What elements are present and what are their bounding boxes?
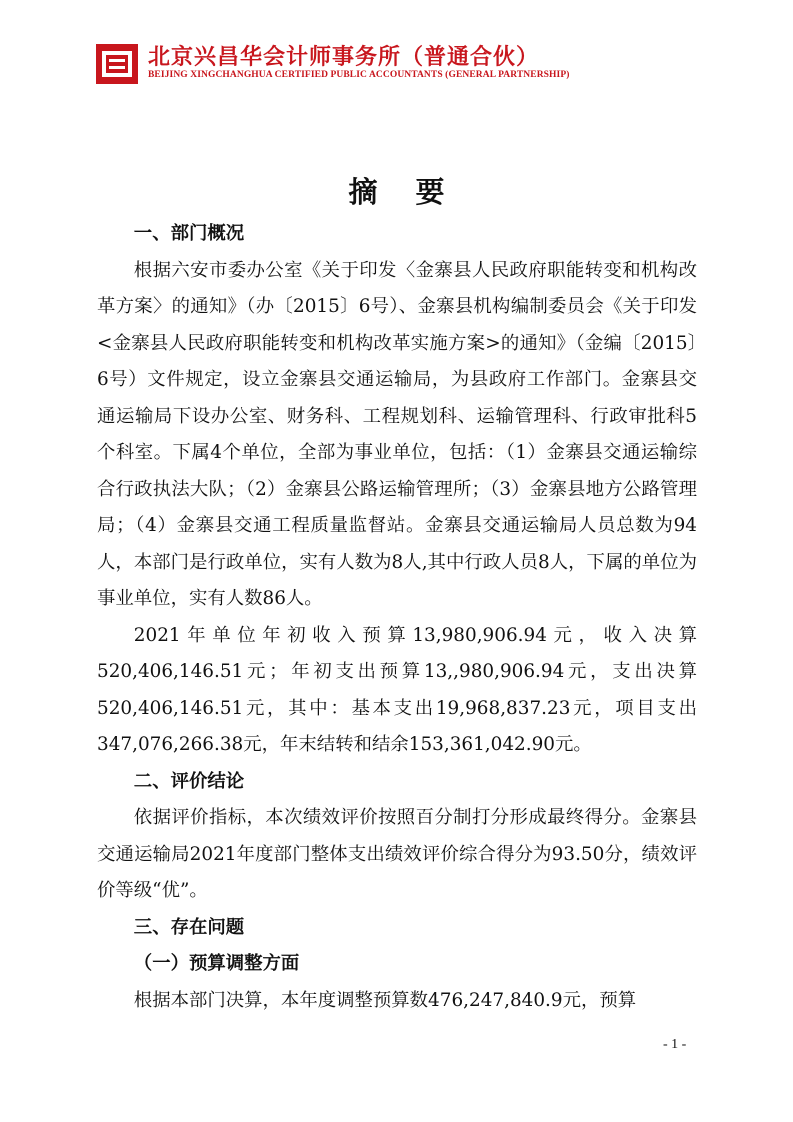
paragraph-budget-adjustment: 根据本部门决算，本年度调整预算数476,247,840.9元，预算 xyxy=(133,989,637,1011)
paragraph-budget: 2021年单位年初收入预算13,980,906.94元，收入决算520,406,146.51元；年初支出预算13,,980,906.94元，支出决算520,406,146.51元，其中：基本支出19,968,837.23元，项目支出347,076,266.38元，年末结转和结余153,361,042.90元。 xyxy=(97,624,697,755)
section-heading-conclusion: 二、评价结论 xyxy=(133,770,245,792)
page-title: 摘要 xyxy=(348,175,483,209)
section-heading-overview: 一、部门概况 xyxy=(133,223,245,244)
firm-logo-icon xyxy=(96,44,138,84)
paragraph-conclusion: 依据评价指标，本次绩效评价按照百分制打分形成最终得分。金寨县交通运输局2021年度部门整体支出绩效评价综合得分为93.50分，绩效评价等级“优”。 xyxy=(97,807,697,901)
document-body xyxy=(97,216,697,1019)
letterhead xyxy=(96,40,696,92)
paragraph-overview: 根据六安市委办公室《关于印发〈金寨县人民政府职能转变和机构改革方案〉的通知》（办〔2015〕6号）、金寨县机构编制委员会《关于印发<金寨县人民政府职能转变和机构改革实施方案>的通知》（金编〔2015〕6号）文件规定，设立金寨县交通运输局，为县政府工作部门。金寨县交通运输局下设办公室、财务科、工程规划科、运输管理科、行政审批科5个科室。下属4个单位，全部为事业单位，包括：（1）金寨县交通运输综合行政执法大队；（2）金寨县公路运输管理所；（3）金寨县地方公路管理局；（4）金寨县交通工程质量监督站。金寨县交通运输局人员总数为94人，本部门是行政单位，实有人数为8人,其中行政人员8人，下属的单位为事业单位，实有人数86人。 xyxy=(97,259,697,609)
firm-name-english: BEIJING XINGCHANGHUA CERTIFIED PUBLIC ACCOUNTANTS (GENERAL PARTNERSHIP) xyxy=(148,70,570,80)
section-heading-issues: 三、存在问题 xyxy=(133,916,245,938)
page-number: - 1 - xyxy=(663,1037,687,1052)
subsection-heading-budget-adjustment: （一）预算调整方面 xyxy=(133,953,300,974)
firm-name-chinese: 北京兴昌华会计师事务所（普通合伙） xyxy=(148,45,540,70)
